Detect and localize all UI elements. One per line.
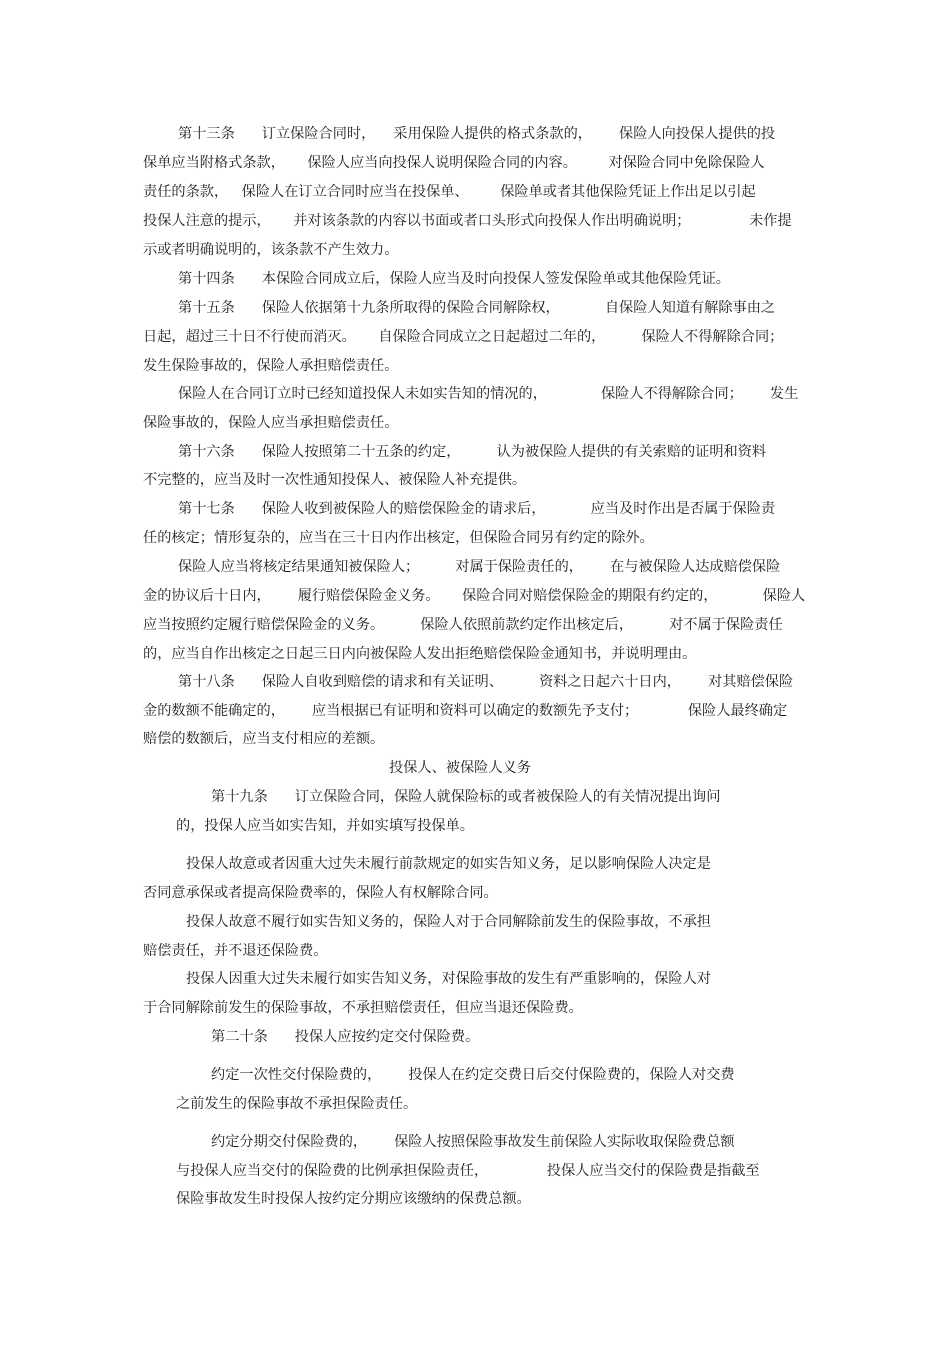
text-line: 否同意承保或者提高保险费率的，保险人有权解除合同。: [143, 885, 498, 901]
text-line: 投保人故意不履行如实告知义务的，保险人对于合同解除前发生的保险事故，不承担: [186, 914, 711, 930]
text-line: 第二十条 投保人应按约定交付保险费。: [211, 1029, 480, 1045]
text-line: 于合同解除前发生的保险事故，不承担赔偿责任，但应当退还保险费。: [143, 1000, 583, 1016]
text-line: 示或者明确说明的，该条款不产生效力。: [143, 242, 399, 258]
text-line: 约定一次性交付保险费的， 投保人在约定交费日后交付保险费的，保险人对交费: [211, 1067, 735, 1083]
text-line: 第十四条 本保险合同成立后，保险人应当及时向投保人签发保险单或其他保险凭证。: [178, 271, 730, 287]
text-line: 的，应当自作出核定之日起三日内向被保险人发出拒绝赔偿保险金通知书，并说明理由。: [143, 646, 697, 662]
text-line: 保险事故的，保险人应当承担赔偿责任。: [143, 415, 399, 431]
text-line: 保险人应当将核定结果通知被保险人； 对属于保险责任的， 在与被保险人达成赔偿保险: [178, 559, 781, 575]
text-line: 赔偿的数额后，应当支付相应的差额。: [143, 731, 385, 747]
text-line: 任的核定；情形复杂的，应当在三十日内作出核定，但保险合同另有约定的除外。: [143, 530, 654, 546]
text-line: 第十三条 订立保险合同时， 采用保险人提供的格式条款的， 保险人向投保人提供的投: [178, 126, 776, 142]
text-line: 第十九条 订立保险合同，保险人就保险标的或者被保险人的有关情况提出询问: [211, 789, 721, 805]
text-line: 投保人故意或者因重大过失未履行前款规定的如实告知义务，足以影响保险人决定是: [186, 856, 711, 872]
text-line: 责任的条款， 保险人在订立合同时应当在投保单、 保险单或者其他保险凭证上作出足以引起: [143, 184, 756, 200]
text-line: 约定分期交付保险费的， 保险人按照保险事故发生前保险人实际收取保险费总额: [211, 1134, 735, 1150]
text-line: 发生保险事故的，保险人承担赔偿责任。: [143, 358, 399, 374]
text-line: 的，投保人应当如实告知，并如实填写投保单。: [176, 818, 474, 834]
text-line: 投保人注意的提示， 并对该条款的内容以书面或者口头形式向投保人作出明确说明； 未作提: [143, 213, 792, 229]
text-line: 金的协议后十日内， 履行赔偿保险金义务。 保险合同对赔偿保险金的期限有约定的， 保险人: [143, 588, 806, 604]
text-line: 保险人在合同订立时已经知道投保人未如实告知的情况的， 保险人不得解除合同； 发生: [178, 386, 799, 402]
text-line: 第十五条 保险人依据第十九条所取得的保险合同解除权， 自保险人知道有解除事由之: [178, 300, 776, 316]
text-line: 投保人因重大过失未履行如实告知义务，对保险事故的发生有严重影响的，保险人对: [186, 971, 711, 987]
text-line: 第十七条 保险人收到被保险人的赔偿保险金的请求后， 应当及时作出是否属于保险责: [178, 501, 776, 517]
text-line: 金的数额不能确定的， 应当根据已有证明和资料可以确定的数额先予支付； 保险人最终确定: [143, 703, 788, 719]
text-line: 赔偿责任，并不退还保险费。: [143, 943, 328, 959]
text-line: 日起，超过三十日不行使而消灭。 自保险合同成立之日起超过二年的， 保险人不得解除合同；: [143, 329, 784, 345]
text-line: 应当按照约定履行赔偿保险金的义务。 保险人依照前款约定作出核定后， 对不属于保险责任: [143, 617, 783, 633]
text-line: 保险事故发生时投保人按约定分期应该缴纳的保费总额。: [176, 1191, 531, 1207]
text-line: 不完整的，应当及时一次性通知投保人、被保险人补充提供。: [143, 472, 527, 488]
text-line: 保单应当附格式条款， 保险人应当向投保人说明保险合同的内容。 对保险合同中免除保险人: [143, 155, 765, 171]
text-line: 第十八条 保险人自收到赔偿的请求和有关证明、 资料之日起六十日内， 对其赔偿保险: [178, 674, 794, 690]
text-line: 之前发生的保险事故不承担保险责任。: [176, 1096, 418, 1112]
text-line: 第十六条 保险人按照第二十五条的约定， 认为被保险人提供的有关索赔的证明和资料: [178, 444, 767, 460]
section-heading: 投保人、被保险人义务: [389, 760, 531, 776]
text-line: 与投保人应当交付的保险费的比例承担保险责任， 投保人应当交付的保险费是指截至: [176, 1163, 760, 1179]
